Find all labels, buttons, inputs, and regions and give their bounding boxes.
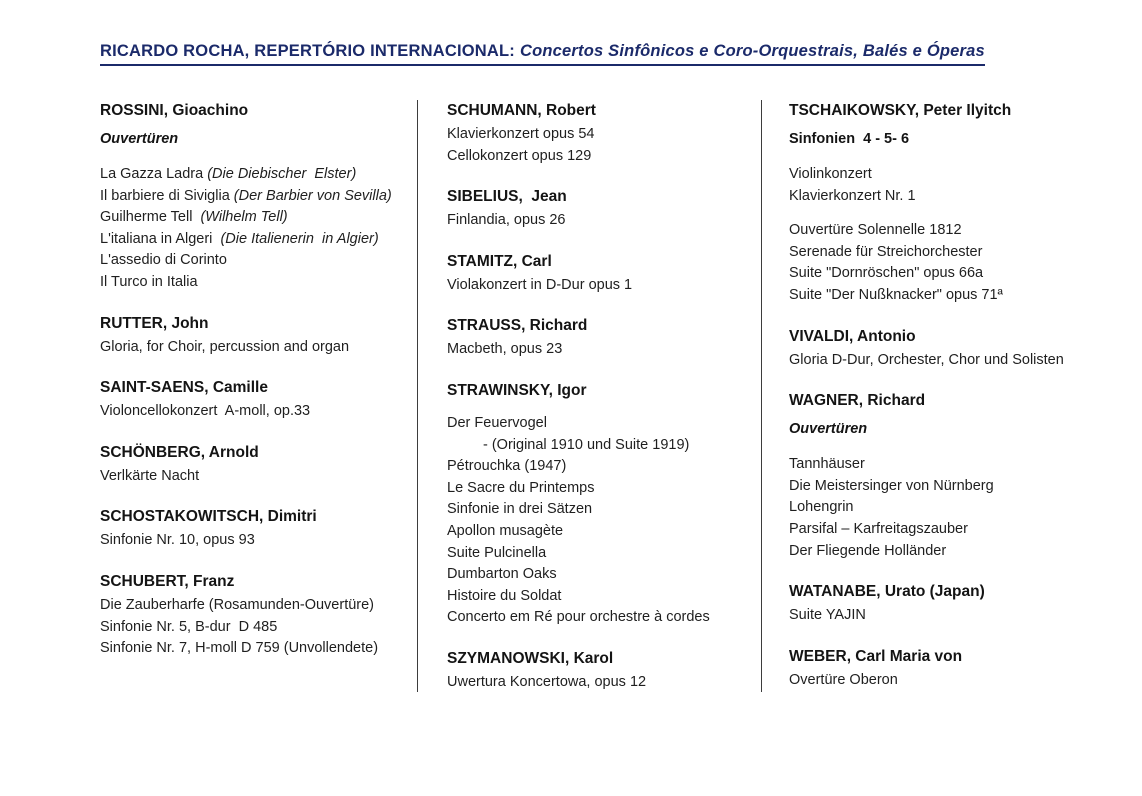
composer-name: STAMITZ, Carl (447, 252, 552, 270)
work-line (789, 263, 1089, 285)
composer-name: WEBER, Carl Maria von (789, 647, 963, 665)
work-line (789, 220, 1089, 242)
work-line (789, 164, 1089, 186)
work-line (100, 250, 405, 272)
work-title: Apollon musagète (447, 522, 564, 539)
composer-name: SCHUBERT, Franz (100, 572, 235, 590)
work-title: Die Zauberharfe (Rosamunden-Ouvertüre) (100, 596, 375, 613)
work-group (789, 164, 1089, 207)
work-title: Concerto em Ré pour orchestre à cordes (447, 609, 710, 626)
work-line (447, 275, 747, 297)
composer-name: SIBELIUS, Jean (447, 188, 567, 206)
composer-name: TSCHAIKOWSKY, Peter Ilyitch (789, 102, 1012, 119)
composer-section (789, 327, 1089, 372)
column-divider (417, 100, 418, 692)
work-title: Tannhäuser (789, 456, 865, 473)
work-line (447, 499, 747, 521)
composer-name: VIVALDI, Antonio (789, 327, 916, 345)
repertoire-column (447, 101, 747, 714)
work-title: Guilherme Tell (100, 209, 201, 226)
composer-name: SAINT-SAENS, Camille (100, 379, 268, 397)
work-line (789, 476, 1089, 498)
work-title: Cellokonzert opus 129 (447, 147, 592, 164)
composer-name: SCHUMANN, Robert (447, 102, 596, 119)
work-title: Der Fliegende Holländer (789, 542, 947, 559)
work-title: Suite YAJIN (789, 607, 866, 624)
page-title (100, 42, 985, 66)
work-title: Suite "Dornröschen" opus 66a (789, 265, 984, 282)
work-title: Gloria, for Choir, percussion and organ (100, 338, 350, 355)
work-line (447, 146, 747, 168)
composer-name: STRAUSS, Richard (447, 317, 588, 335)
composer-section (100, 378, 405, 423)
work-line (447, 521, 747, 543)
work-title: Violakonzert in D-Dur opus 1 (447, 276, 633, 293)
work-group (100, 530, 405, 552)
work-title: Verlkärte Nacht (100, 467, 200, 484)
work-title: L'assedio di Corinto (100, 252, 227, 269)
composer-section (100, 101, 405, 294)
work-title: Ouvertüre Solennelle 1812 (789, 222, 962, 239)
composer-section (100, 314, 405, 359)
column-divider (761, 100, 762, 692)
composer-section (447, 381, 747, 629)
work-line (447, 413, 747, 435)
work-title: Die Meistersinger von Nürnberg (789, 477, 994, 494)
work-title: Sinfonie Nr. 10, opus 93 (100, 532, 255, 549)
composer-name: WAGNER, Richard (789, 392, 926, 410)
composer-name: WATANABE, Urato (Japan) (789, 583, 985, 601)
composer-section (447, 252, 747, 297)
work-line (447, 586, 747, 608)
work-group (789, 454, 1089, 562)
work-group (100, 595, 405, 660)
work-title: - (Original 1910 und Suite 1919) (483, 436, 690, 453)
work-line (447, 543, 747, 565)
composer-section (447, 316, 747, 361)
work-title: Sinfonie Nr. 7, H-moll D 759 (Unvollendete) (100, 640, 379, 657)
work-group (789, 605, 1089, 627)
work-line (447, 456, 747, 478)
work-title: Dumbarton Oaks (447, 566, 557, 583)
work-title: Overtüre Oberon (789, 671, 898, 688)
composer-name: SCHOSTAKOWITSCH, Dimitri (100, 508, 317, 526)
work-title: Violoncellokonzert A-moll, op.33 (100, 403, 311, 420)
work-title: Il Turco in Italia (100, 273, 198, 290)
work-line (789, 186, 1089, 208)
work-line (789, 605, 1089, 627)
work-title: Der Feuervogel (447, 414, 547, 431)
work-line (100, 617, 405, 639)
section-subheading: Ouvertüren (789, 421, 868, 438)
work-title: Suite Pulcinella (447, 544, 547, 561)
work-line (100, 229, 405, 251)
work-title: Violinkonzert (789, 166, 872, 182)
work-title-note: (Wilhelm Tell) (200, 209, 288, 226)
composer-section (100, 443, 405, 488)
work-line (789, 285, 1089, 307)
work-line (447, 607, 747, 629)
section-subheading: Ouvertüren (100, 131, 179, 147)
work-group (447, 672, 747, 694)
work-group (447, 339, 747, 361)
work-group (100, 401, 405, 423)
work-line (100, 466, 405, 488)
composer-section (447, 187, 747, 232)
work-title: Lohengrin (789, 499, 854, 516)
work-title-note: (Der Barbier von Sevilla) (233, 187, 392, 204)
work-group (447, 275, 747, 297)
section-subheading: Sinfonien 4 - 5- 6 (789, 131, 910, 147)
composer-section (789, 647, 1089, 692)
work-group (789, 670, 1089, 692)
work-title: Serenade für Streichorchester (789, 243, 983, 260)
composer-name: STRAWINSKY, Igor (447, 381, 587, 399)
composer-section (789, 391, 1089, 562)
work-line (100, 272, 405, 294)
work-line (789, 519, 1089, 541)
work-group (100, 337, 405, 359)
work-title: Klavierkonzert Nr. 1 (789, 187, 916, 204)
work-line (447, 339, 747, 361)
work-line (789, 497, 1089, 519)
work-line (447, 435, 747, 457)
composer-name: SCHÖNBERG, Arnold (100, 443, 259, 461)
work-title: Macbeth, opus 23 (447, 341, 563, 358)
work-group (447, 210, 747, 232)
work-title: Le Sacre du Printemps (447, 479, 595, 496)
work-line (100, 207, 405, 229)
work-line (100, 530, 405, 552)
work-title-note: (Die Diebischer Elster) (207, 166, 357, 182)
work-line (100, 337, 405, 359)
work-line (789, 242, 1089, 264)
work-line (100, 164, 405, 186)
work-line (789, 350, 1089, 372)
page-title-main: RICARDO ROCHA, REPERTÓRIO INTERNACIONAL: (100, 42, 515, 60)
composer-name: ROSSINI, Gioachino (100, 102, 249, 119)
work-title: Histoire du Soldat (447, 587, 562, 604)
work-title: Parsifal – Karfreitagszauber (789, 520, 968, 537)
composer-name: RUTTER, John (100, 314, 209, 332)
work-title: Finlandia, opus 26 (447, 212, 566, 229)
work-title: Klavierkonzert opus 54 (447, 126, 595, 142)
work-title: Uwertura Koncertowa, opus 12 (447, 673, 647, 690)
composer-section (447, 649, 747, 694)
work-title: Pétrouchka (1947) (447, 458, 567, 475)
work-title: Suite "Der Nußknacker" opus 71ª (789, 286, 1003, 303)
work-line (447, 672, 747, 694)
repertoire-column (789, 101, 1089, 711)
work-line (447, 564, 747, 586)
composer-section (789, 582, 1089, 627)
page-title-emphasis: Concertos Sinfônicos e Coro-Orquestrais, Balés e Óperas (520, 42, 985, 60)
work-group (789, 220, 1089, 306)
work-line (789, 670, 1089, 692)
work-line (447, 210, 747, 232)
repertoire-column (100, 101, 405, 680)
work-group (100, 466, 405, 488)
work-line (447, 124, 747, 146)
work-line (447, 478, 747, 500)
work-title: L'italiana in Algeri (100, 230, 221, 247)
work-line (100, 401, 405, 423)
work-line (100, 638, 405, 660)
work-group (789, 350, 1089, 372)
composer-section (789, 101, 1089, 307)
work-line (100, 595, 405, 617)
work-title: Sinfonie in drei Sätzen (447, 501, 593, 518)
work-title-note: (Die Italienerin in Algier) (220, 230, 379, 247)
work-group (447, 413, 747, 629)
work-title: Gloria D-Dur, Orchester, Chor und Solisten (789, 351, 1064, 368)
composer-section (447, 101, 747, 167)
composer-section (100, 572, 405, 660)
work-line (789, 454, 1089, 476)
work-title: Sinfonie Nr. 5, B-dur D 485 (100, 618, 278, 635)
work-group (447, 124, 747, 167)
work-title: La Gazza Ladra (100, 166, 208, 182)
work-title: Il barbiere di Siviglia (100, 187, 234, 204)
work-group (100, 164, 405, 294)
work-line (789, 541, 1089, 563)
work-line (100, 186, 405, 208)
composer-name: SZYMANOWSKI, Karol (447, 649, 614, 667)
composer-section (100, 507, 405, 552)
